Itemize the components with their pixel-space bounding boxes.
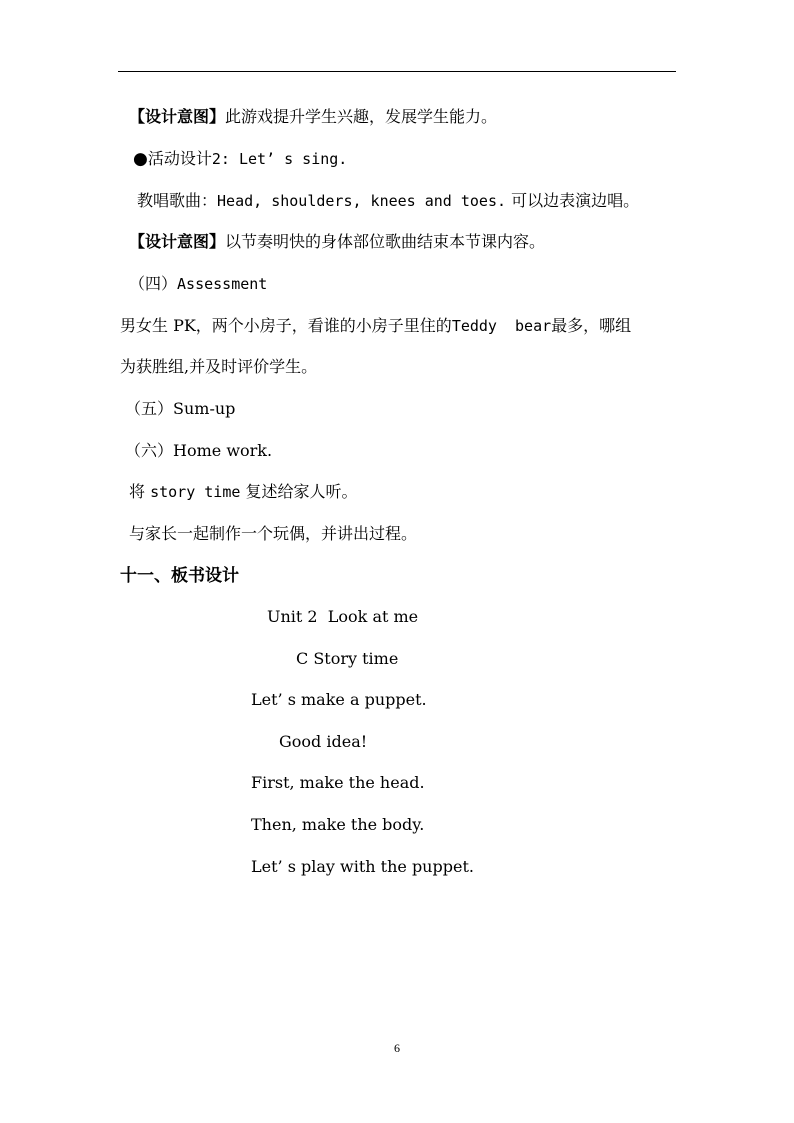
section-prefix: （六） bbox=[125, 441, 174, 460]
homework-suffix: 复述给家人听。 bbox=[240, 482, 358, 501]
design-intent-paragraph-2 bbox=[129, 231, 545, 253]
song-title: Head, shoulders, knees and toes. bbox=[217, 192, 506, 210]
board-line-unit: Unit 2 Look at me bbox=[267, 607, 419, 626]
story-time-text: story time bbox=[150, 483, 241, 501]
board-line-play-puppet: Let’ s play with the puppet. bbox=[251, 857, 474, 876]
design-intent-tag: 【设计意图】 bbox=[129, 107, 226, 126]
homework-prefix: 将 bbox=[129, 482, 151, 501]
song-prefix: 教唱歌曲： bbox=[137, 191, 218, 210]
homework-item-2: 与家长一起制作一个玩偶，并讲出过程。 bbox=[129, 524, 418, 543]
assessment-text-line-1 bbox=[120, 315, 631, 337]
page-number: 6 bbox=[394, 1041, 400, 1055]
assessment-text-b: 最多，哪组 bbox=[551, 316, 632, 335]
assessment-text-a: 男女生 PK，两个小房子，看谁的小房子里住的 bbox=[120, 316, 452, 335]
board-line-make-head: First, make the head. bbox=[251, 773, 425, 792]
section-assessment bbox=[129, 273, 267, 295]
board-line-make-puppet: Let’ s make a puppet. bbox=[251, 690, 427, 709]
board-line-make-body: Then, make the body. bbox=[251, 815, 425, 834]
section-title: Assessment bbox=[177, 275, 268, 293]
assessment-text-line-2: 为获胜组,并及时评价学生。 bbox=[120, 357, 318, 376]
bullet-icon: ● bbox=[133, 149, 148, 169]
board-line-good-idea: Good idea! bbox=[279, 732, 368, 751]
teddy-bear-text: Teddy bear bbox=[451, 317, 552, 335]
section-title: Home work. bbox=[173, 441, 273, 460]
section-prefix: （五） bbox=[125, 399, 174, 418]
activity-design-2 bbox=[133, 148, 347, 170]
section-prefix: （四） bbox=[129, 274, 178, 293]
design-intent-tag: 【设计意图】 bbox=[129, 232, 226, 251]
design-intent-text: 此游戏提升学生兴趣，发展学生能力。 bbox=[225, 107, 498, 126]
design-intent-paragraph-1 bbox=[129, 106, 497, 128]
song-instruction bbox=[137, 190, 639, 212]
section-title: Sum-up bbox=[173, 399, 236, 418]
section-sum-up bbox=[125, 398, 235, 420]
design-intent-text: 以节奏明快的身体部位歌曲结束本节课内容。 bbox=[225, 232, 546, 251]
board-line-story-time: C Story time bbox=[296, 649, 399, 668]
song-suffix: 可以边表演边唱。 bbox=[506, 191, 640, 210]
section-home-work bbox=[125, 440, 272, 462]
section-heading-blackboard: 十一、板书设计 bbox=[120, 566, 239, 586]
header-rule bbox=[118, 71, 676, 72]
activity-title: 2: Let’ s sing. bbox=[211, 150, 348, 168]
activity-prefix: 活动设计 bbox=[147, 149, 212, 168]
homework-item-1 bbox=[129, 481, 358, 503]
